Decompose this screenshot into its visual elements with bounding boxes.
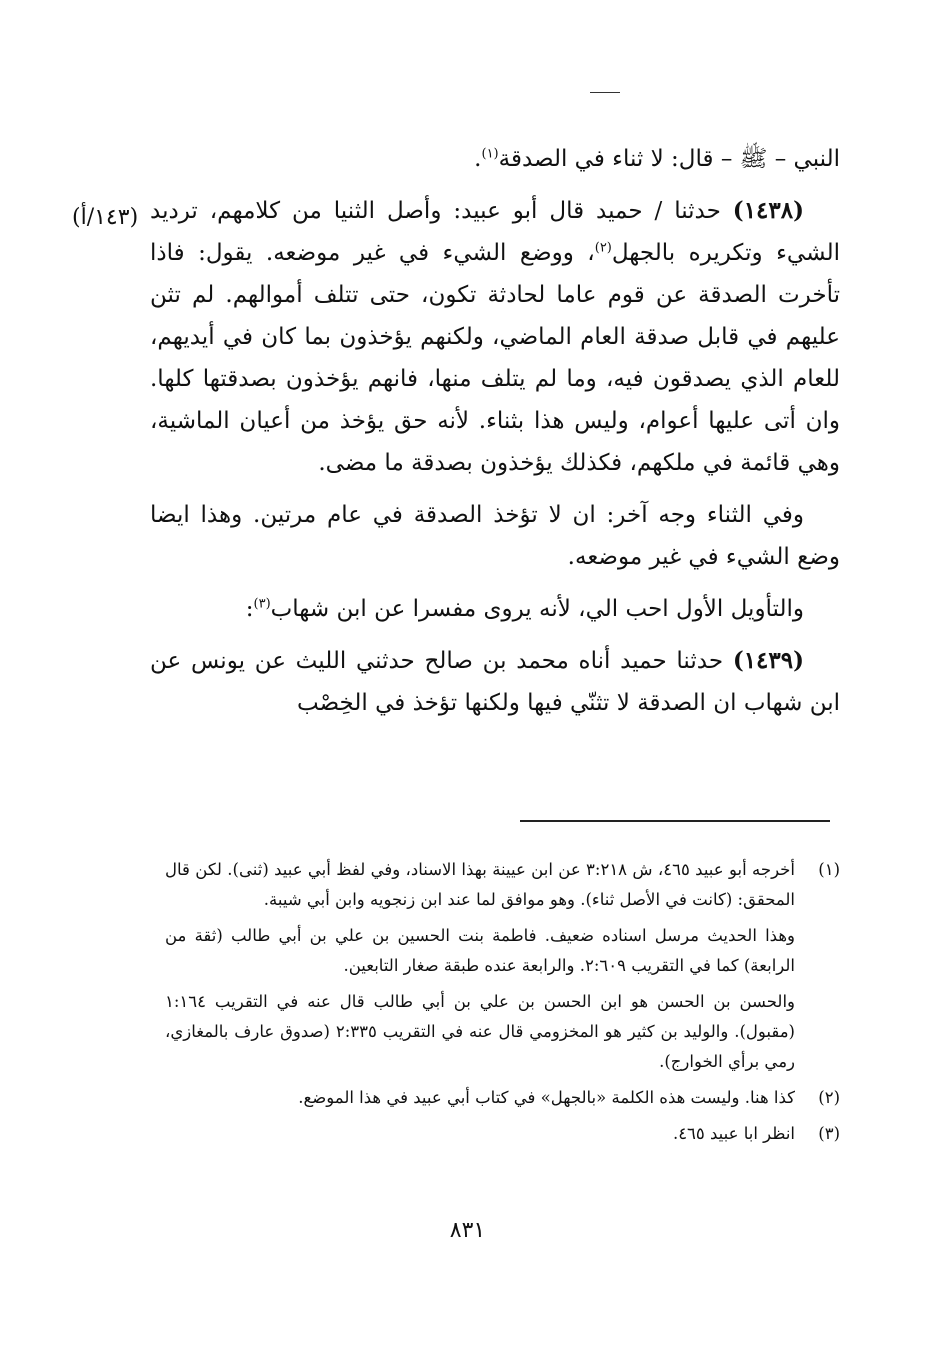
opening-line: [150, 138, 840, 180]
footnote-ref-2[interactable]: (٢): [594, 240, 612, 256]
entry-1438: [150, 190, 840, 484]
footnote-paragraph: انظر ابا عبيد ٤٦٥.: [672, 1124, 795, 1143]
footnote-ref-1[interactable]: (١): [481, 146, 499, 162]
header-rule: [590, 92, 620, 93]
footnote-separator: [520, 820, 830, 822]
paragraph-preferred-interpretation: [150, 588, 840, 630]
footnote-ref-3[interactable]: (٣): [253, 596, 271, 612]
footnote-paragraph: وهذا الحديث مرسل اسناده ضعيف. فاطمة بنت الحسين بن علي بن أبي طالب (ثقة من الرابعة) كما في التقريب ٢:٦٠٩. والرابعة عنده طبقة صغار التابعين.: [165, 926, 795, 975]
footnotes: [165, 855, 840, 1155]
footnote-1: [165, 855, 840, 1083]
footnote-text: [165, 1119, 795, 1155]
entry-number-1438: (١٤٣٨): [732, 197, 804, 224]
opening-line-end: .: [474, 146, 482, 172]
main-text: [150, 138, 840, 734]
footnote-text: [165, 855, 795, 1083]
footnote-2: [165, 1083, 840, 1119]
footnote-number: (٣): [818, 1124, 840, 1143]
entry-1438-rest: ، ووضع الشيء في غير موضعه. يقول: فاذا تأخرت الصدقة عن قوم عاما لحادثة تكون، حتى تتلف أموالهم. لم تثن عليهم في قابل صدقة العام الماضي، ولكنهم يؤخذون بما كان في أيديهم، للعام الذي يصدقون فيه، وما لم يتلف منها، فانهم يؤخذون بصدقتها كلها. وان أتى عليها أعوام، وليس هذا بثناء. لأنه حق يؤخذ من أعيان الماشية، وهي قائمة في ملكهم، فكذلك يؤخذون بصدقة ما مضى.: [150, 240, 840, 476]
entry-number-1439: (١٤٣٩): [732, 647, 805, 674]
footnote-3: [165, 1119, 840, 1155]
entry-1439: [150, 640, 840, 724]
paragraph-3-text: والتأويل الأول احب الي، لأنه يروى مفسرا عن ابن شهاب: [270, 596, 804, 622]
footnote-text: [165, 1083, 795, 1119]
footnote-paragraph: كذا هنا. وليست هذه الكلمة «بالجهل» في كتاب أبي عبيد في هذا الموضع.: [298, 1088, 795, 1107]
footnote-paragraph: والحسن بن الحسن هو ابن الحسن بن علي بن أبي طالب قال عنه في التقريب ١:١٦٤ (مقبول). والوليد بن كثير هو المخزومي قال عنه في التقريب ٢:٣٣٥ (صدوق عارف بالمغازي، رمي برأي الخوارج).: [165, 992, 795, 1071]
paragraph-second-meaning: وفي الثناء وجه آخر: ان لا تؤخذ الصدقة في عام مرتين. وهذا ايضا وضع الشيء في غير موضعه.: [150, 502, 840, 570]
footnote-number: (٢): [818, 1088, 840, 1107]
manuscript-folio-ref: (١٤٣/أ): [72, 205, 139, 230]
footnote-paragraph: أخرجه أبو عبيد ٤٦٥، ش ٣:٢١٨ عن ابن عيينة بهذا الاسناد، وفي لفظ أبي عبيد (ثنى). لكن قال المحقق: (كانت في الأصل ثناء). وهو موافق لما عند ابن زنجويه وابن أبي شيبة.: [165, 860, 795, 909]
paragraph-3-end: :: [245, 596, 254, 622]
entry-1438-text: حدثنا / حميد قال أبو عبيد: وأصل الثنيا من كلامهم، ترديد الشيء وتكريره بالجهل: [150, 198, 840, 266]
page-number: ٨٣١: [449, 1218, 486, 1243]
footnote-number: (١): [818, 860, 840, 879]
opening-line-text: النبي – ﷺ – قال: لا ثناء في الصدقة: [498, 146, 840, 172]
entry-1439-text: حدثنا حميد أناه محمد بن صالح حدثني الليث عن يونس عن ابن شهاب ان الصدقة لا تثنّي فيها ولكنها تؤخذ في الخِصْب: [150, 648, 840, 716]
